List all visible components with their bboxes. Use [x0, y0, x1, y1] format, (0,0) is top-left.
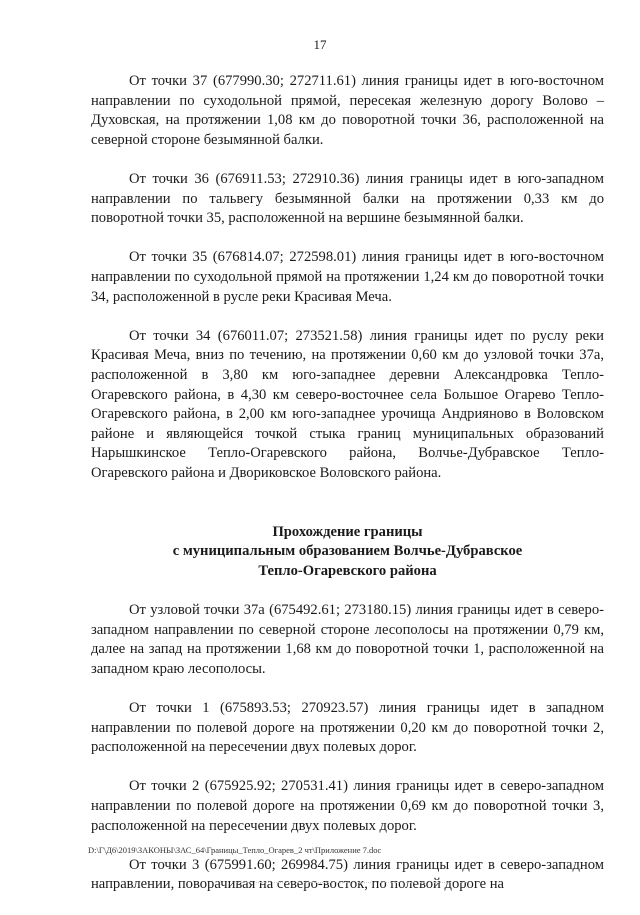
file-path-footer: D:\Г\Д6\2019\ЗАКОНЫ\ЗАС_64\Границы_Тепло_Огарев_2 чт\Приложение 7.doc [88, 845, 382, 855]
document-body [91, 72, 604, 915]
section-heading-line-1: Прохождение границы [272, 523, 423, 540]
section-heading-line-3: Тепло-Огаревского района [258, 562, 437, 579]
page-number: 17 [313, 37, 327, 52]
paragraph-point-36: От точки 36 (676911.53; 272910.36) линия границы идет в юго-западном направлении по тальвегу безымянной балки на протяжении 0,33 км до поворотной точки 35, расположенной на вершине безымянной балки. [91, 170, 604, 227]
section-heading [91, 503, 604, 581]
paragraph-point-37: От точки 37 (677990.30; 272711.61) линия границы идет в юго-восточном направлении по суходольной прямой, пересекая железную дорогу Волово – Духовская, на протяжении 1,08 км до поворотной точки 36, расположенной на северной стороне безымянной балки. [91, 73, 604, 148]
paragraph-point-3: От точки 3 (675991.60; 269984.75) линия границы идет в северо-западном направлении, поворачивая на северо-восток, по полевой дороге на [91, 856, 604, 893]
paragraph-point-2: От точки 2 (675925.92; 270531.41) линия границы идет в северо-западном направлении по полевой дороге на протяжении 0,69 км до поворотной точки 3, расположенной на пересечении двух полевых дорог. [91, 778, 604, 834]
section-heading-line-2: с муниципальным образованием Волчье-Дубравское [172, 543, 523, 560]
scan-artifact-line [232, 882, 467, 886]
paragraph-point-34: От точки 34 (676011.07; 273521.58) линия границы идет по руслу реки Красивая Меча, вниз по течению, на протяжении 0,60 км до узловой точки 37а, расположенной в 3,80 км юго-западнее деревни Александровка Тепло-Огаревского района, в 4,30 км северо-восточнее села Большое Огарево Тепло-Огаревского района, в 2,00 км юго-западнее урочища Андрияново в Воловском районе и являющейся точкой стыка границ муниципальных образований Нарышкинское Тепло-Огаревского района, Волчье-Дубравское Тепло-Огаревского района и Двориковское Воловского района. [91, 327, 604, 481]
paragraph-point-1: От точки 1 (675893.53; 270923.57) линия границы идет в западном направлении по полевой дороге на протяжении 0,20 км до поворотной точки 2, расположенной на пересечении двух полевых дорог. [91, 700, 604, 756]
paragraph-point-35: От точки 35 (676814.07; 272598.01) линия границы идет в юго-восточном направлении по суходольной прямой на протяжении 1,24 км до поворотной точки 34, расположенной в русле реки Красивая Меча. [91, 249, 604, 305]
paragraph-point-37a: От узловой точки 37а (675492.61; 273180.15) линия границы идет в северо-западном направлении по северной стороне лесополосы на протяжении 0,79 км, далее на запад на протяжении 1,68 км до поворотной точки 1, расположенной на западном краю лесополосы. [91, 602, 604, 677]
